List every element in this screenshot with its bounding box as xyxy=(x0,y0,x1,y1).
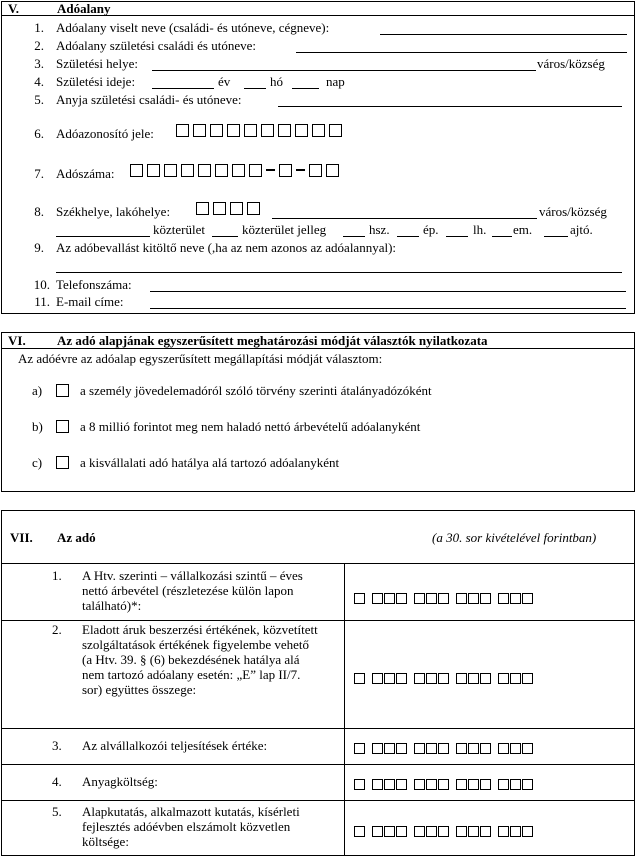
amount-digit-box[interactable] xyxy=(510,779,521,790)
line-8-label: Székhelye, lakóhelye: xyxy=(56,204,171,219)
tax-number-box[interactable] xyxy=(309,164,322,177)
amount-digit-box[interactable] xyxy=(414,779,425,790)
line-10-number: 10. xyxy=(33,277,50,292)
building-label: ép. xyxy=(423,222,439,237)
birth-month-unit: hó xyxy=(270,74,283,89)
street-field[interactable] xyxy=(56,236,150,237)
amount-digit-box[interactable] xyxy=(456,826,467,837)
tax-id-box[interactable] xyxy=(278,124,291,137)
staircase-field[interactable] xyxy=(446,236,468,237)
tax-number-box[interactable] xyxy=(215,164,228,177)
tax-row-1-label: A Htv. szerinti – vállalkozási szintű – éves nettó árbevétel (részletezése külön lapon található)*: xyxy=(82,568,303,613)
amount-digit-box[interactable] xyxy=(498,673,509,684)
city-field[interactable] xyxy=(272,218,537,219)
tax-row-4-label: Anyagköltség: xyxy=(82,774,158,789)
amount-digit-box[interactable] xyxy=(498,779,509,790)
street-label: közterület xyxy=(153,222,205,237)
line-2-label: Adóalany születési családi és utóneve: xyxy=(56,38,256,53)
amount-digit-box[interactable] xyxy=(522,673,533,684)
amount-digit-box[interactable] xyxy=(522,593,533,604)
section-vi-intro: Az adóévre az adóalap egyszerűsített megállapítási módját választom: xyxy=(18,351,383,366)
postal-code-box[interactable] xyxy=(247,202,260,215)
line-1-number: 1. xyxy=(34,20,44,35)
birth-year-unit: év xyxy=(218,74,231,89)
line-8-suffix: város/község xyxy=(539,204,607,219)
tax-row-2-amount[interactable] xyxy=(354,670,540,684)
tax-id-box[interactable] xyxy=(295,124,308,137)
amount-digit-box[interactable] xyxy=(510,593,521,604)
amount-digit-box[interactable] xyxy=(354,743,365,754)
amount-digit-box[interactable] xyxy=(468,673,479,684)
amount-digit-box[interactable] xyxy=(438,593,449,604)
amount-digit-box[interactable] xyxy=(522,779,533,790)
tax-id-box[interactable] xyxy=(176,124,189,137)
amount-digit-box[interactable] xyxy=(456,743,467,754)
line-5-number: 5. xyxy=(34,92,44,107)
tax-id-box[interactable] xyxy=(244,124,257,137)
floor-field[interactable] xyxy=(492,236,512,237)
tax-row-4-amount[interactable] xyxy=(354,776,540,790)
amount-digit-box[interactable] xyxy=(414,743,425,754)
tax-id-box[interactable] xyxy=(193,124,206,137)
street-type-field[interactable] xyxy=(212,236,238,237)
line-3-number: 3. xyxy=(34,56,44,71)
amount-digit-box[interactable] xyxy=(498,743,509,754)
street-type-label: közterület jelleg xyxy=(242,222,327,237)
tax-row-3-number: 3. xyxy=(52,738,62,753)
tax-row-5-number: 5. xyxy=(52,804,62,819)
row-divider xyxy=(1,620,635,621)
door-field[interactable] xyxy=(544,236,568,237)
amount-digit-box[interactable] xyxy=(372,743,383,754)
tax-id-box[interactable] xyxy=(210,124,223,137)
option-a-text: a személy jövedelemadóról szóló törvény szerinti átalányadózóként xyxy=(80,383,432,398)
tax-row-1-amount[interactable] xyxy=(354,590,540,604)
postal-code-box[interactable] xyxy=(230,202,243,215)
amount-digit-box[interactable] xyxy=(384,826,395,837)
line-3-suffix: város/község xyxy=(537,56,605,71)
section-vii-note: (a 30. sor kivételével forintban) xyxy=(432,530,597,545)
amount-digit-box[interactable] xyxy=(414,673,425,684)
amount-digit-box[interactable] xyxy=(498,593,509,604)
amount-digit-box[interactable] xyxy=(510,743,521,754)
option-a-checkbox[interactable] xyxy=(56,384,69,397)
section-vi-number: VI. xyxy=(8,333,26,348)
line-10-label: Telefonszáma: xyxy=(56,277,132,292)
amount-digit-box[interactable] xyxy=(510,673,521,684)
amount-digit-box[interactable] xyxy=(426,779,437,790)
section-v-number: V. xyxy=(8,1,19,16)
line-1-label: Adóalany viselt neve (családi- és utóneve, cégneve): xyxy=(56,20,330,35)
email-field[interactable] xyxy=(150,308,626,309)
amount-digit-box[interactable] xyxy=(480,593,491,604)
row-divider xyxy=(1,728,635,729)
amount-digit-box[interactable] xyxy=(372,593,383,604)
postal-code-box[interactable] xyxy=(213,202,226,215)
amount-digit-box[interactable] xyxy=(456,779,467,790)
tax-number-box[interactable] xyxy=(326,164,339,177)
amount-digit-box[interactable] xyxy=(354,779,365,790)
tax-row-5-label: Alapkutatás, alkalmazott kutatás, kísérleti fejlesztés adóévben elszámolt közvetlen költsége: xyxy=(82,804,300,849)
amount-digit-box[interactable] xyxy=(384,743,395,754)
line-3-label: Születési helye: xyxy=(56,56,138,71)
line-2-field[interactable] xyxy=(296,52,627,53)
tax-number-box[interactable] xyxy=(198,164,211,177)
line-9-label: Az adóbevallást kitöltő neve (,ha az nem azonos az adóalannyal): xyxy=(56,240,397,255)
line-3-field[interactable] xyxy=(152,70,536,71)
line-7-number: 7. xyxy=(34,166,44,181)
amount-digit-box[interactable] xyxy=(396,779,407,790)
option-c-key: c) xyxy=(32,455,43,470)
section-vii-header-divider xyxy=(1,563,635,564)
amount-digit-box[interactable] xyxy=(438,743,449,754)
option-b-text: a 8 millió forintot meg nem haladó nettó árbevételű adóalanyként xyxy=(80,419,421,434)
tax-row-2-number: 2. xyxy=(52,622,62,637)
amount-digit-box[interactable] xyxy=(468,743,479,754)
tax-row-5-amount[interactable] xyxy=(354,823,540,837)
line-11-label: E-mail címe: xyxy=(56,294,124,309)
line-2-number: 2. xyxy=(34,38,44,53)
section-vii-column-divider xyxy=(344,563,345,856)
tax-number-box[interactable] xyxy=(130,164,143,177)
tax-id-box[interactable] xyxy=(227,124,240,137)
amount-digit-box[interactable] xyxy=(480,743,491,754)
floor-label: em. xyxy=(513,222,533,237)
section-vi-title: Az adó alapjának egyszerűsített meghatározási módját választók nyilatkozata xyxy=(57,333,488,348)
tax-number-box[interactable] xyxy=(279,164,292,177)
tax-number-box[interactable] xyxy=(181,164,194,177)
tax-number-box[interactable] xyxy=(232,164,245,177)
amount-digit-box[interactable] xyxy=(354,826,365,837)
amount-digit-box[interactable] xyxy=(384,779,395,790)
birth-month-field[interactable] xyxy=(244,88,266,89)
amount-digit-box[interactable] xyxy=(354,673,365,684)
amount-digit-box[interactable] xyxy=(384,673,395,684)
door-label: ajtó. xyxy=(570,222,593,237)
amount-digit-box[interactable] xyxy=(396,743,407,754)
line-1-field[interactable] xyxy=(380,34,627,35)
amount-digit-box[interactable] xyxy=(510,826,521,837)
tax-number-separator xyxy=(296,169,305,171)
amount-digit-box[interactable] xyxy=(426,593,437,604)
row-divider xyxy=(1,800,635,801)
tax-id-boxes[interactable] xyxy=(176,122,346,137)
tax-number-box[interactable] xyxy=(147,164,160,177)
amount-digit-box[interactable] xyxy=(438,673,449,684)
amount-digit-box[interactable] xyxy=(522,826,533,837)
amount-digit-box[interactable] xyxy=(414,826,425,837)
birth-day-field[interactable] xyxy=(292,88,319,89)
amount-digit-box[interactable] xyxy=(438,826,449,837)
phone-field[interactable] xyxy=(150,291,626,292)
tax-id-box[interactable] xyxy=(261,124,274,137)
option-b-key: b) xyxy=(32,419,43,434)
amount-digit-box[interactable] xyxy=(426,826,437,837)
amount-digit-box[interactable] xyxy=(396,826,407,837)
amount-digit-box[interactable] xyxy=(396,593,407,604)
section-v-title: Adóalany xyxy=(57,1,111,16)
amount-digit-box[interactable] xyxy=(480,673,491,684)
tax-id-box[interactable] xyxy=(312,124,325,137)
amount-digit-box[interactable] xyxy=(354,593,365,604)
amount-digit-box[interactable] xyxy=(468,779,479,790)
amount-digit-box[interactable] xyxy=(372,826,383,837)
amount-digit-box[interactable] xyxy=(522,743,533,754)
line-6-number: 6. xyxy=(34,126,44,141)
postal-code-boxes[interactable] xyxy=(196,200,264,215)
amount-digit-box[interactable] xyxy=(384,593,395,604)
tax-row-4-number: 4. xyxy=(52,774,62,789)
amount-digit-box[interactable] xyxy=(372,673,383,684)
option-c-text: a kisvállalati adó hatálya alá tartozó adóalanyként xyxy=(80,455,340,470)
birth-day-unit: nap xyxy=(326,74,345,89)
line-9-field[interactable] xyxy=(56,272,622,273)
tax-number-box[interactable] xyxy=(249,164,262,177)
section-vii-title: Az adó xyxy=(57,530,96,545)
amount-digit-box[interactable] xyxy=(468,593,479,604)
amount-digit-box[interactable] xyxy=(426,743,437,754)
line-4-label: Születési ideje: xyxy=(56,74,136,89)
staircase-label: lh. xyxy=(473,222,487,237)
line-6-label: Adóazonosító jele: xyxy=(56,126,154,141)
building-field[interactable] xyxy=(397,236,419,237)
amount-digit-box[interactable] xyxy=(426,673,437,684)
amount-digit-box[interactable] xyxy=(468,826,479,837)
amount-digit-box[interactable] xyxy=(480,779,491,790)
line-8-number: 8. xyxy=(34,204,44,219)
line-7-label: Adószáma: xyxy=(56,166,115,181)
house-number-label: hsz. xyxy=(369,222,390,237)
tax-row-1-number: 1. xyxy=(52,568,62,583)
option-a-key: a) xyxy=(32,383,43,398)
amount-digit-box[interactable] xyxy=(372,779,383,790)
tax-id-box[interactable] xyxy=(329,124,342,137)
tax-row-2-label: Eladott áruk beszerzési értékének, közvetített szolgáltatások értékének figyelembe vehető (a Htv. 39. § (6) bekezdésének hatálya alá nem tartozó adóalany esetén: „E” lap II/7. sor) együttes összege: xyxy=(82,622,318,697)
row-divider xyxy=(1,764,635,765)
tax-row-3-label: Az alvállalkozói teljesítések értéke: xyxy=(82,738,268,753)
amount-digit-box[interactable] xyxy=(498,826,509,837)
amount-digit-box[interactable] xyxy=(396,673,407,684)
line-11-number: 11. xyxy=(34,294,50,309)
tax-number-box[interactable] xyxy=(164,164,177,177)
amount-digit-box[interactable] xyxy=(480,826,491,837)
option-c-checkbox[interactable] xyxy=(56,456,69,469)
section-vii-number: VII. xyxy=(10,530,33,545)
line-9-number: 9. xyxy=(34,240,44,255)
option-b-checkbox[interactable] xyxy=(56,420,69,433)
postal-code-box[interactable] xyxy=(196,202,209,215)
tax-number-boxes[interactable] xyxy=(130,162,343,177)
amount-digit-box[interactable] xyxy=(456,593,467,604)
tax-number-separator xyxy=(266,169,275,171)
birth-year-field[interactable] xyxy=(152,88,214,89)
tax-row-3-amount[interactable] xyxy=(354,740,540,754)
line-5-field[interactable] xyxy=(278,106,622,107)
line-5-label: Anyja születési családi- és utóneve: xyxy=(56,92,242,107)
amount-digit-box[interactable] xyxy=(456,673,467,684)
line-4-number: 4. xyxy=(34,74,44,89)
amount-digit-box[interactable] xyxy=(414,593,425,604)
house-number-field[interactable] xyxy=(343,236,365,237)
amount-digit-box[interactable] xyxy=(438,779,449,790)
